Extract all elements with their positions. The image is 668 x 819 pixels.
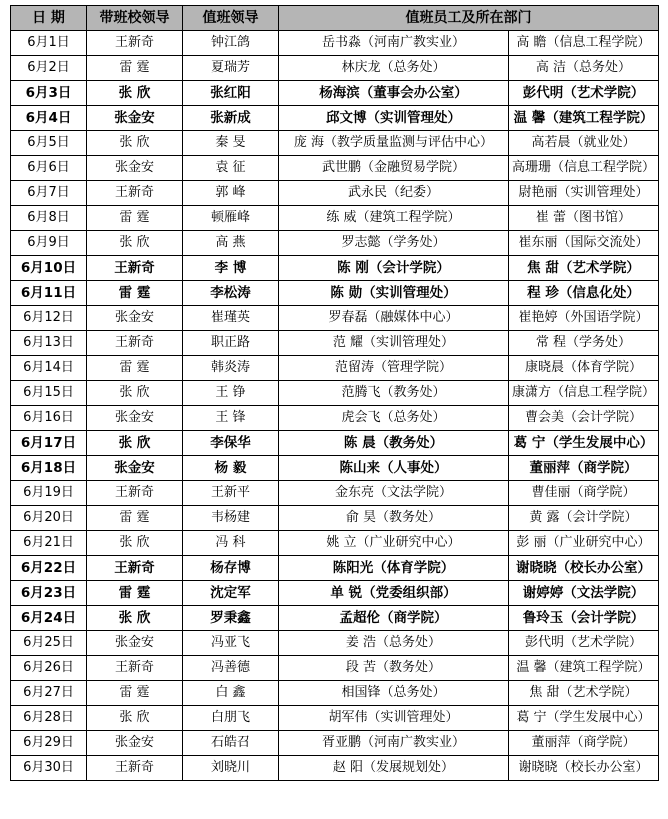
school-leader-cell: 张 欣 — [87, 231, 183, 256]
table-row — [11, 731, 659, 756]
duty-leader-cell: 杨存博 — [183, 556, 279, 581]
date-cell: 6月2日 — [11, 56, 87, 81]
school-leader-cell: 张 欣 — [87, 706, 183, 731]
staff-2-cell: 彭代明（艺术学院） — [509, 631, 659, 656]
table-row — [11, 131, 659, 156]
staff-1-cell: 林庆龙（总务处） — [279, 56, 509, 81]
staff-2-cell: 高珊珊（信息工程学院） — [509, 156, 659, 181]
duty-leader-cell: 冯善德 — [183, 656, 279, 681]
school-leader-cell: 张金安 — [87, 156, 183, 181]
staff-2-cell: 黄 露（会计学院） — [509, 506, 659, 531]
school-leader-cell: 雷 霆 — [87, 206, 183, 231]
table-row — [11, 531, 659, 556]
school-leader-cell: 王新奇 — [87, 481, 183, 506]
school-leader-cell: 张 欣 — [87, 431, 183, 456]
staff-1-cell: 罗志懿（学务处） — [279, 231, 509, 256]
table-row — [11, 556, 659, 581]
duty-leader-cell: 王新平 — [183, 481, 279, 506]
staff-2-cell: 葛 宁（学生发展中心） — [509, 706, 659, 731]
staff-2-cell: 尉艳丽（实训管理处） — [509, 181, 659, 206]
school-leader-cell: 王新奇 — [87, 556, 183, 581]
staff-2-cell: 曹会美（会计学院） — [509, 406, 659, 431]
staff-1-cell: 单 锐（党委组织部） — [279, 581, 509, 606]
staff-2-cell: 彭代明（艺术学院） — [509, 81, 659, 106]
duty-leader-cell: 崔瑾英 — [183, 306, 279, 331]
staff-1-cell: 孟超伦（商学院） — [279, 606, 509, 631]
school-leader-cell: 张金安 — [87, 731, 183, 756]
duty-leader-cell: 袁 征 — [183, 156, 279, 181]
staff-1-cell: 范腾飞（教务处） — [279, 381, 509, 406]
table-row — [11, 206, 659, 231]
duty-leader-cell: 李 博 — [183, 256, 279, 281]
school-leader-cell: 张金安 — [87, 456, 183, 481]
date-cell: 6月11日 — [11, 281, 87, 306]
table-row — [11, 31, 659, 56]
school-leader-cell: 王新奇 — [87, 331, 183, 356]
staff-1-cell: 相国锋（总务处） — [279, 681, 509, 706]
school-leader-cell: 张 欣 — [87, 131, 183, 156]
duty-leader-cell: 冯亚飞 — [183, 631, 279, 656]
schedule-body — [11, 31, 659, 781]
school-leader-cell: 张 欣 — [87, 81, 183, 106]
table-row — [11, 681, 659, 706]
duty-leader-cell: 钟江鸽 — [183, 31, 279, 56]
school-leader-cell: 雷 霆 — [87, 356, 183, 381]
school-leader-cell: 王新奇 — [87, 181, 183, 206]
table-row — [11, 431, 659, 456]
duty-leader-cell: 石皓召 — [183, 731, 279, 756]
date-cell: 6月20日 — [11, 506, 87, 531]
date-cell: 6月17日 — [11, 431, 87, 456]
table-row — [11, 756, 659, 781]
staff-2-cell: 崔东丽（国际交流处） — [509, 231, 659, 256]
date-cell: 6月3日 — [11, 81, 87, 106]
duty-leader-cell: 夏瑞芳 — [183, 56, 279, 81]
staff-2-cell: 温 馨（建筑工程学院） — [509, 656, 659, 681]
school-leader-cell: 张金安 — [87, 631, 183, 656]
school-leader-cell: 张金安 — [87, 106, 183, 131]
duty-leader-cell: 张新成 — [183, 106, 279, 131]
duty-leader-cell: 郭 峰 — [183, 181, 279, 206]
duty-leader-cell: 李松涛 — [183, 281, 279, 306]
table-row — [11, 656, 659, 681]
duty-leader-cell: 高 燕 — [183, 231, 279, 256]
staff-2-cell: 董丽萍（商学院） — [509, 456, 659, 481]
duty-leader-cell: 韦杨建 — [183, 506, 279, 531]
date-cell: 6月1日 — [11, 31, 87, 56]
staff-2-cell: 彭 丽（广业研究中心） — [509, 531, 659, 556]
school-leader-cell: 张 欣 — [87, 531, 183, 556]
school-leader-cell: 张 欣 — [87, 381, 183, 406]
school-leader-cell: 雷 霆 — [87, 581, 183, 606]
staff-2-cell: 高 洁（总务处） — [509, 56, 659, 81]
school-leader-cell: 张 欣 — [87, 606, 183, 631]
staff-1-cell: 武永民（纪委） — [279, 181, 509, 206]
school-leader-cell: 雷 霆 — [87, 681, 183, 706]
date-cell: 6月22日 — [11, 556, 87, 581]
duty-leader-cell: 韩炎涛 — [183, 356, 279, 381]
staff-1-cell: 范 耀（实训管理处） — [279, 331, 509, 356]
header-staff: 值班员工及所在部门 — [279, 6, 659, 31]
duty-schedule-table — [10, 5, 659, 781]
staff-2-cell: 程 珍（信息化处） — [509, 281, 659, 306]
date-cell: 6月5日 — [11, 131, 87, 156]
date-cell: 6月10日 — [11, 256, 87, 281]
table-row — [11, 456, 659, 481]
table-row — [11, 606, 659, 631]
staff-1-cell: 陈阳光（体育学院） — [279, 556, 509, 581]
staff-1-cell: 练 威（建筑工程学院） — [279, 206, 509, 231]
duty-leader-cell: 顿雁峰 — [183, 206, 279, 231]
staff-2-cell: 崔 蕾（图书馆） — [509, 206, 659, 231]
duty-leader-cell: 沈定军 — [183, 581, 279, 606]
date-cell: 6月30日 — [11, 756, 87, 781]
staff-1-cell: 罗春磊（融媒体中心） — [279, 306, 509, 331]
date-cell: 6月27日 — [11, 681, 87, 706]
duty-leader-cell: 杨 毅 — [183, 456, 279, 481]
table-row — [11, 356, 659, 381]
header-row — [11, 6, 659, 31]
date-cell: 6月14日 — [11, 356, 87, 381]
staff-1-cell: 庞 海（教学质量监测与评估中心） — [279, 131, 509, 156]
date-cell: 6月4日 — [11, 106, 87, 131]
table-row — [11, 256, 659, 281]
staff-2-cell: 董丽萍（商学院） — [509, 731, 659, 756]
staff-2-cell: 焦 甜（艺术学院） — [509, 256, 659, 281]
date-cell: 6月25日 — [11, 631, 87, 656]
date-cell: 6月28日 — [11, 706, 87, 731]
staff-2-cell: 温 馨（建筑工程学院） — [509, 106, 659, 131]
duty-leader-cell: 王 铮 — [183, 381, 279, 406]
staff-1-cell: 姜 浩（总务处） — [279, 631, 509, 656]
staff-2-cell: 曹佳丽（商学院） — [509, 481, 659, 506]
staff-2-cell: 鲁玲玉（会计学院） — [509, 606, 659, 631]
school-leader-cell: 张金安 — [87, 306, 183, 331]
staff-1-cell: 岳书淼（河南广教实业） — [279, 31, 509, 56]
staff-1-cell: 杨海滨（董事会办公室） — [279, 81, 509, 106]
date-cell: 6月21日 — [11, 531, 87, 556]
staff-2-cell: 常 程（学务处） — [509, 331, 659, 356]
duty-leader-cell: 冯 科 — [183, 531, 279, 556]
date-cell: 6月12日 — [11, 306, 87, 331]
table-row — [11, 106, 659, 131]
table-row — [11, 381, 659, 406]
school-leader-cell: 王新奇 — [87, 656, 183, 681]
table-row — [11, 406, 659, 431]
table-row — [11, 181, 659, 206]
school-leader-cell: 王新奇 — [87, 31, 183, 56]
duty-leader-cell: 罗秉鑫 — [183, 606, 279, 631]
table-row — [11, 56, 659, 81]
duty-leader-cell: 职正路 — [183, 331, 279, 356]
school-leader-cell: 张金安 — [87, 406, 183, 431]
staff-1-cell: 范留涛（管理学院） — [279, 356, 509, 381]
date-cell: 6月7日 — [11, 181, 87, 206]
duty-leader-cell: 张红阳 — [183, 81, 279, 106]
school-leader-cell: 雷 霆 — [87, 56, 183, 81]
duty-leader-cell: 李保华 — [183, 431, 279, 456]
staff-1-cell: 金东亮（文法学院） — [279, 481, 509, 506]
staff-1-cell: 陈山来（人事处） — [279, 456, 509, 481]
table-row — [11, 581, 659, 606]
staff-1-cell: 邱文博（实训管理处） — [279, 106, 509, 131]
duty-leader-cell: 王 锋 — [183, 406, 279, 431]
staff-1-cell: 陈 刚（会计学院） — [279, 256, 509, 281]
table-row — [11, 81, 659, 106]
staff-1-cell: 胡军伟（实训管理处） — [279, 706, 509, 731]
date-cell: 6月23日 — [11, 581, 87, 606]
table-row — [11, 506, 659, 531]
table-row — [11, 231, 659, 256]
staff-2-cell: 焦 甜（艺术学院） — [509, 681, 659, 706]
staff-1-cell: 俞 昊（教务处） — [279, 506, 509, 531]
table-row — [11, 481, 659, 506]
staff-1-cell: 陈 晨（教务处） — [279, 431, 509, 456]
header-school-leader: 带班校领导 — [87, 6, 183, 31]
date-cell: 6月19日 — [11, 481, 87, 506]
staff-2-cell: 康潇方（信息工程学院） — [509, 381, 659, 406]
staff-2-cell: 谢晓晓（校长办公室） — [509, 756, 659, 781]
school-leader-cell: 王新奇 — [87, 756, 183, 781]
header-duty-leader: 值班领导 — [183, 6, 279, 31]
staff-2-cell: 崔艳婷（外国语学院） — [509, 306, 659, 331]
date-cell: 6月13日 — [11, 331, 87, 356]
table-row — [11, 306, 659, 331]
staff-1-cell: 陈 勋（实训管理处） — [279, 281, 509, 306]
school-leader-cell: 雷 霆 — [87, 281, 183, 306]
date-cell: 6月26日 — [11, 656, 87, 681]
date-cell: 6月29日 — [11, 731, 87, 756]
staff-2-cell: 高若晨（就业处） — [509, 131, 659, 156]
staff-2-cell: 康晓晨（体育学院） — [509, 356, 659, 381]
staff-1-cell: 姚 立（广业研究中心） — [279, 531, 509, 556]
staff-2-cell: 谢晓晓（校长办公室） — [509, 556, 659, 581]
date-cell: 6月24日 — [11, 606, 87, 631]
staff-2-cell: 谢婷婷（文法学院） — [509, 581, 659, 606]
date-cell: 6月9日 — [11, 231, 87, 256]
school-leader-cell: 雷 霆 — [87, 506, 183, 531]
duty-leader-cell: 刘晓川 — [183, 756, 279, 781]
staff-1-cell: 段 苦（教务处） — [279, 656, 509, 681]
staff-2-cell: 葛 宁（学生发展中心） — [509, 431, 659, 456]
school-leader-cell: 王新奇 — [87, 256, 183, 281]
table-row — [11, 281, 659, 306]
table-row — [11, 706, 659, 731]
duty-leader-cell: 白 鑫 — [183, 681, 279, 706]
table-row — [11, 156, 659, 181]
date-cell: 6月8日 — [11, 206, 87, 231]
table-row — [11, 631, 659, 656]
duty-leader-cell: 白朋飞 — [183, 706, 279, 731]
date-cell: 6月6日 — [11, 156, 87, 181]
date-cell: 6月18日 — [11, 456, 87, 481]
staff-1-cell: 武世鹏（金融贸易学院） — [279, 156, 509, 181]
date-cell: 6月15日 — [11, 381, 87, 406]
table-row — [11, 331, 659, 356]
staff-1-cell: 赵 阳（发展规划处） — [279, 756, 509, 781]
staff-1-cell: 虎会飞（总务处） — [279, 406, 509, 431]
duty-leader-cell: 秦 旻 — [183, 131, 279, 156]
staff-1-cell: 胥亚鹏（河南广教实业） — [279, 731, 509, 756]
header-date: 日 期 — [11, 6, 87, 31]
staff-2-cell: 高 瞻（信息工程学院） — [509, 31, 659, 56]
date-cell: 6月16日 — [11, 406, 87, 431]
